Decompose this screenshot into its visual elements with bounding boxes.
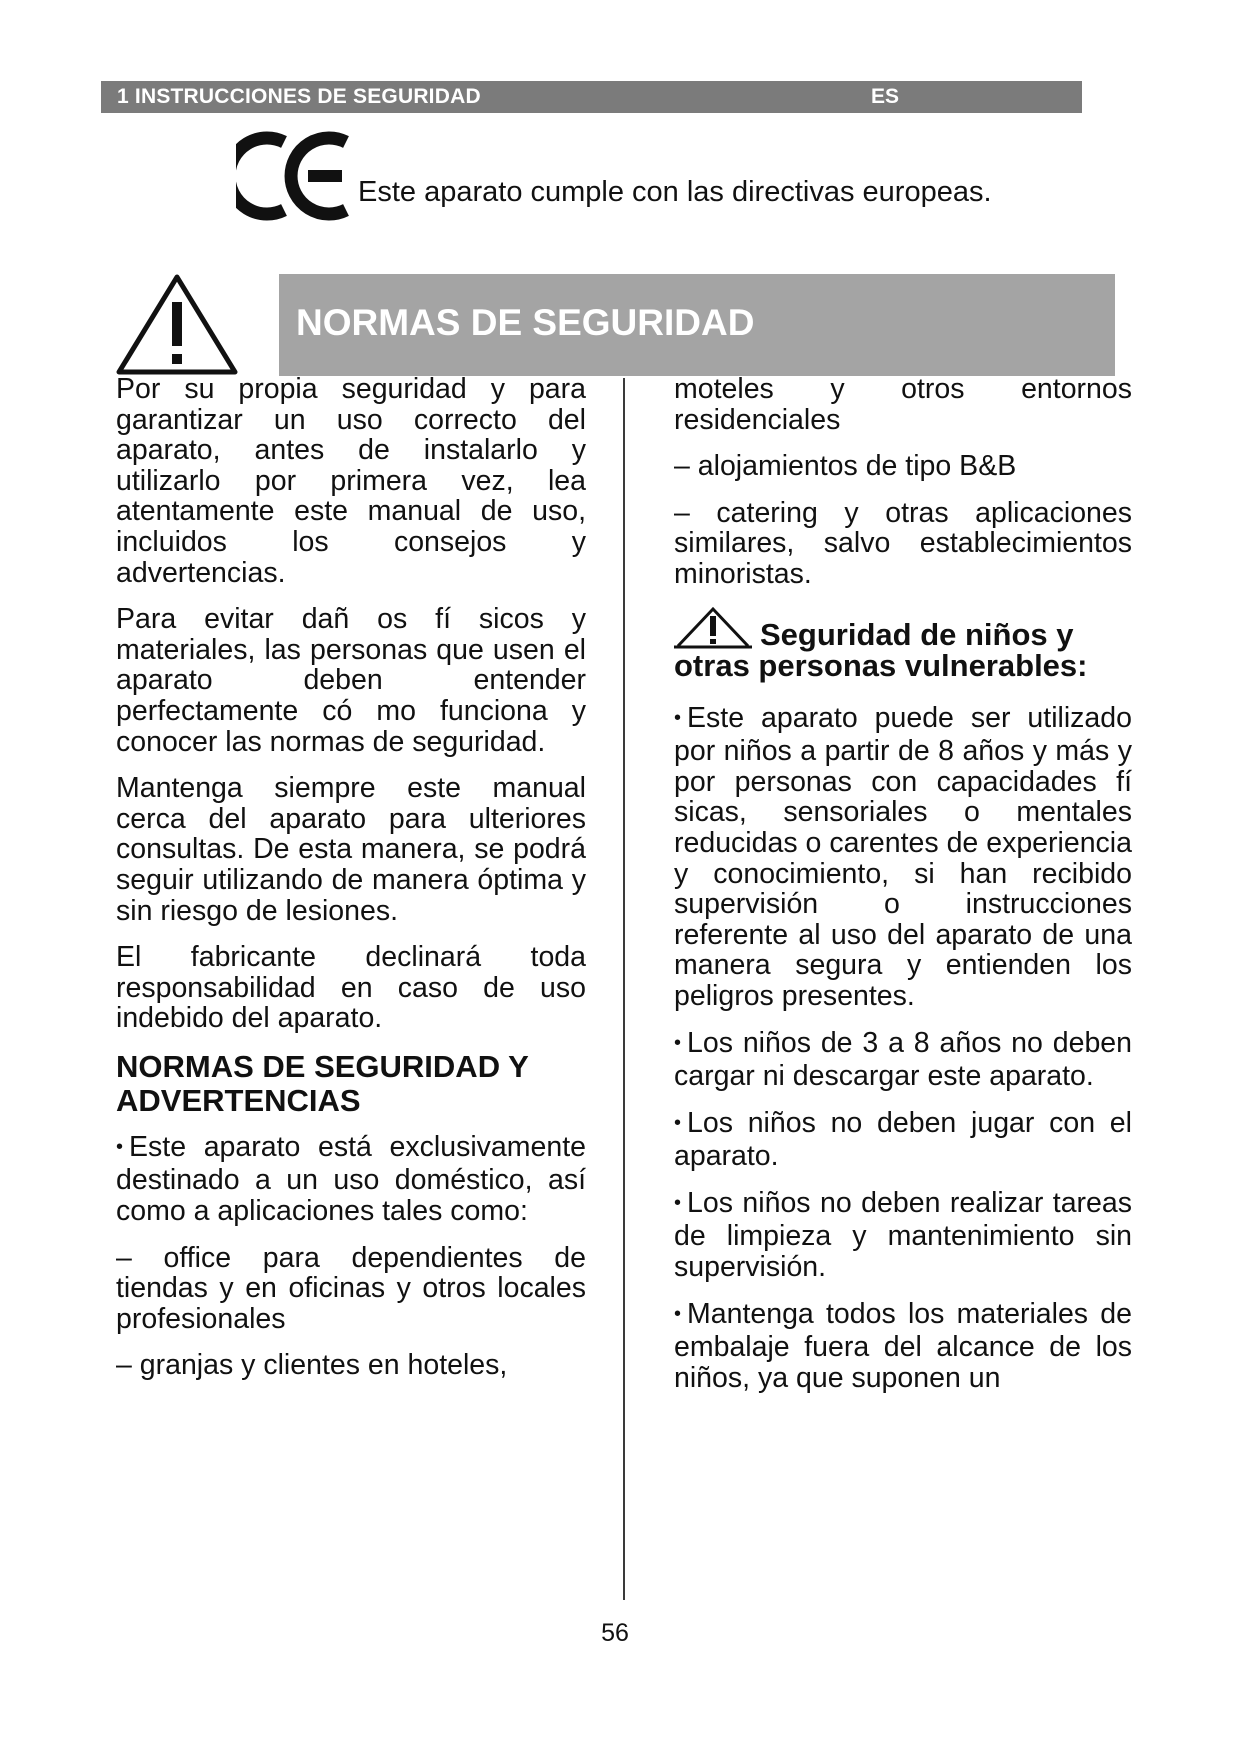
list-item: • Este aparato está exclusivamente destinado a un uso doméstico, así como a aplicaciones tales como: — [116, 1130, 586, 1228]
small-warning-icon — [674, 606, 752, 650]
manufacturer-paragraph: El fabricante declinará toda responsabilidad en caso de uso indebido del aparato. — [116, 941, 586, 1035]
column-divider — [623, 378, 625, 1600]
list-item: – granjas y clientes en hoteles, — [116, 1349, 508, 1382]
list-item: • Los niños de 3 a 8 años no deben cargar ni descargar este aparato. — [674, 1026, 1132, 1093]
section-heading: NORMAS DE SEGURIDAD Y ADVERTENCIAS — [116, 1048, 529, 1118]
damage-paragraph: Para evitar dañ os fí sicos y materiales, las personas que usen el aparato deben entender perfectamente có mo funciona y conocer las normas de seguridad. — [116, 603, 586, 758]
banner-title: NORMAS DE SEGURIDAD — [296, 302, 755, 343]
bullet-icon: • — [674, 1031, 682, 1054]
left-column — [116, 374, 586, 1397]
ce-mark-icon — [236, 130, 356, 222]
page-number: 56 — [601, 1619, 629, 1647]
keep-manual-paragraph: Mantenga siempre este manual cerca del aparato para ulteriores consultas. De esta manera, se podrá seguir utilizando de manera óptima y sin riesgo de lesiones. — [116, 772, 586, 927]
warning-triangle-icon — [115, 272, 240, 378]
ce-compliance-text: Este aparato cumple con las directivas europeas. — [358, 176, 992, 208]
children-safety-heading: Seguridad de niños y otras personas vulnerables: — [674, 606, 1132, 681]
bullet-icon: • — [674, 1191, 682, 1214]
list-item: – office para dependientes de tiendas y en oficinas y otros locales profesionales — [116, 1241, 586, 1335]
safety-banner — [279, 274, 1115, 376]
language-code: ES — [871, 85, 900, 108]
right-column — [674, 374, 1132, 1409]
list-item: • Los niños no deben realizar tareas de limpieza y mantenimiento sin supervisión. — [674, 1186, 1132, 1284]
bullet-icon: • — [674, 1302, 682, 1325]
list-item: • Este aparato puede ser utilizado por niños a partir de 8 años y más y por personas con capacidades fí sicas, sensoriales o mentales reducidas o carentes de experiencia y conocimiento, si han recibido supervisión o instrucciones referente al uso del aparato de una manera segura y entienden los peligros presentes. — [674, 701, 1132, 1012]
list-item: – alojamientos de tipo B&B — [674, 450, 1017, 483]
intro-paragraph: Por su propia seguridad y para garantizar un uso correcto del aparato, antes de instalarlo y utilizarlo por primera vez, lea atentamente este manual de uso, incluidos los consejos y advertencias. — [116, 373, 586, 589]
bullet-icon: • — [674, 1111, 682, 1134]
bullet-icon: • — [674, 706, 682, 729]
list-item: – catering y otras aplicaciones similares, salvo establecimientos minoristas. — [674, 496, 1132, 590]
list-item: • Mantenga todos los materiales de embalaje fuera del alcance de los niños, ya que suponen un — [674, 1297, 1132, 1394]
bullet-icon: • — [116, 1135, 124, 1158]
section-title: 1 INSTRUCCIONES DE SEGURIDAD — [117, 85, 481, 108]
list-item: • Los niños no deben jugar con el aparato. — [674, 1106, 1132, 1173]
continued-paragraph: moteles y otros entornos residenciales — [674, 373, 1132, 436]
section-header-bar — [101, 81, 1082, 113]
